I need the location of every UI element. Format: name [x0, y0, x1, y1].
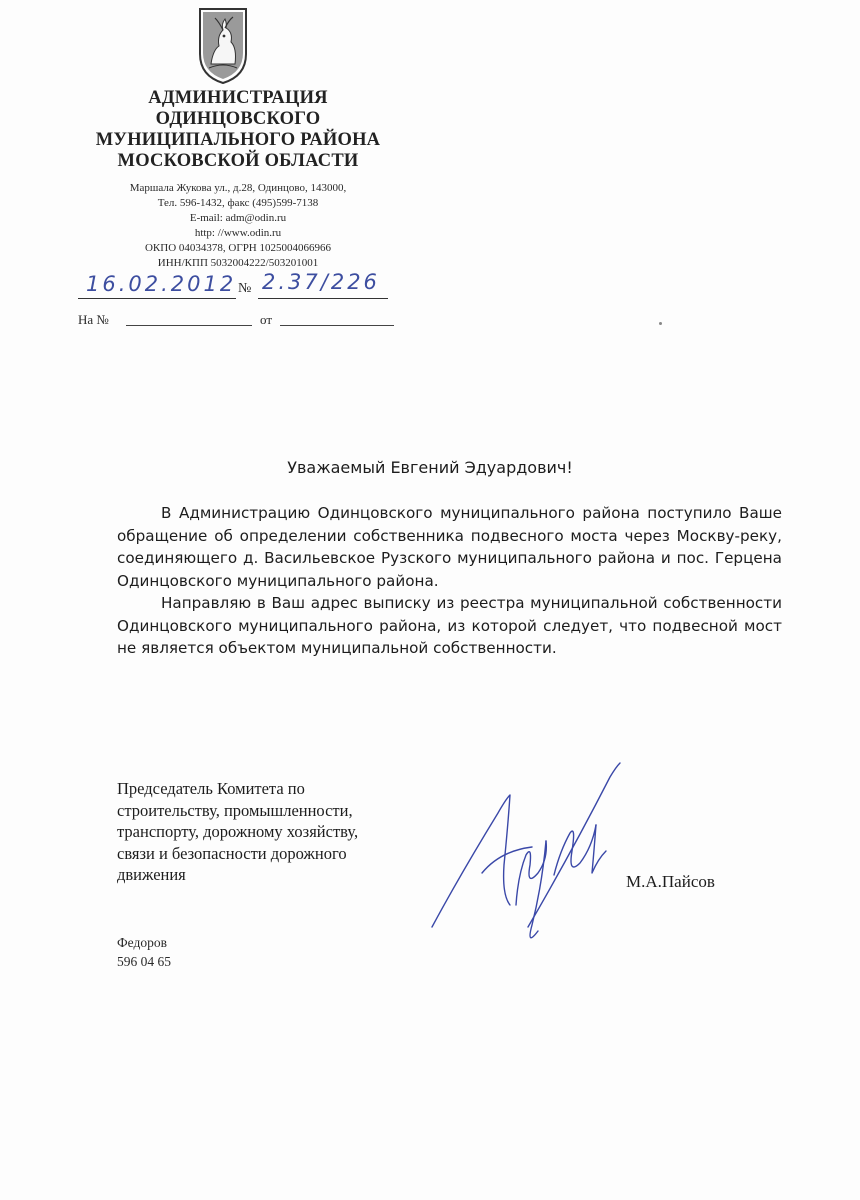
scan-speck: [659, 322, 662, 325]
registration-number: 2.37/226: [262, 270, 380, 294]
reference-date-blank: [280, 325, 394, 326]
reference-date-label: от: [260, 312, 273, 327]
reference-number-label: На №: [78, 312, 109, 327]
coat-of-arms-icon: [197, 6, 249, 86]
position-line: движения: [117, 865, 186, 884]
salutation: Уважаемый Евгений Эдуардович!: [287, 458, 573, 477]
reference-line: [78, 310, 398, 330]
org-title-line: МОСКОВСКОЙ ОБЛАСТИ: [117, 151, 359, 171]
website-line: http: //www.odin.ru: [194, 227, 282, 239]
organization-contacts: [60, 181, 416, 271]
letter-body: [117, 502, 782, 660]
email-line: E-mail: adm@odin.ru: [189, 212, 287, 224]
number-sign: №: [238, 281, 252, 296]
inn-kpp-line: ИНН/КПП 5032004222/503201001: [157, 257, 319, 269]
position-line: связи и безопасности дорожного: [117, 843, 347, 863]
signer-name: М.А.Пайсов: [626, 872, 715, 891]
body-paragraph: В Администрацию Одинцовского муниципального района поступило Ваше обращение об определении собственника подвесного моста через Москву-реку, соединяющего д. Васильевское Рузского муниципального района и пос. Герцена Одинцовского муниципального района.: [117, 504, 782, 590]
executor-name: Федоров: [117, 935, 167, 950]
registration-date: 16.02.2012: [86, 272, 237, 296]
org-title-line: ОДИНЦОВСКОГО: [155, 109, 321, 129]
position-line: строительству, промышленности,: [117, 800, 353, 820]
org-title-line: МУНИЦИПАЛЬНОГО РАЙОНА: [95, 130, 381, 150]
org-title-line: АДМИНИСТРАЦИЯ: [148, 88, 328, 108]
organization-title: [60, 88, 416, 172]
executor-phone: 596 04 65: [117, 954, 171, 969]
phone-line: Тел. 596-1432, факс (495)599-7138: [157, 197, 319, 209]
okpo-ogrn-line: ОКПО 04034378, ОГРН 1025004066966: [144, 242, 332, 254]
address-line: Маршала Жукова ул., д.28, Одинцово, 143000,: [129, 182, 347, 194]
signer-position: [117, 778, 447, 886]
position-line: транспорту, дорожному хозяйству,: [117, 822, 359, 841]
executor-block: [117, 933, 171, 971]
body-paragraph: Направляю в Ваш адрес выписку из реестра муниципальной собственности Одинцовского муниципального района, из которой следует, что подвесной мост не является объектом муниципальной собственности.: [117, 594, 782, 657]
handwritten-signature: [420, 755, 640, 965]
reference-number-blank: [126, 325, 252, 326]
position-line: Председатель Комитета по: [117, 779, 305, 798]
